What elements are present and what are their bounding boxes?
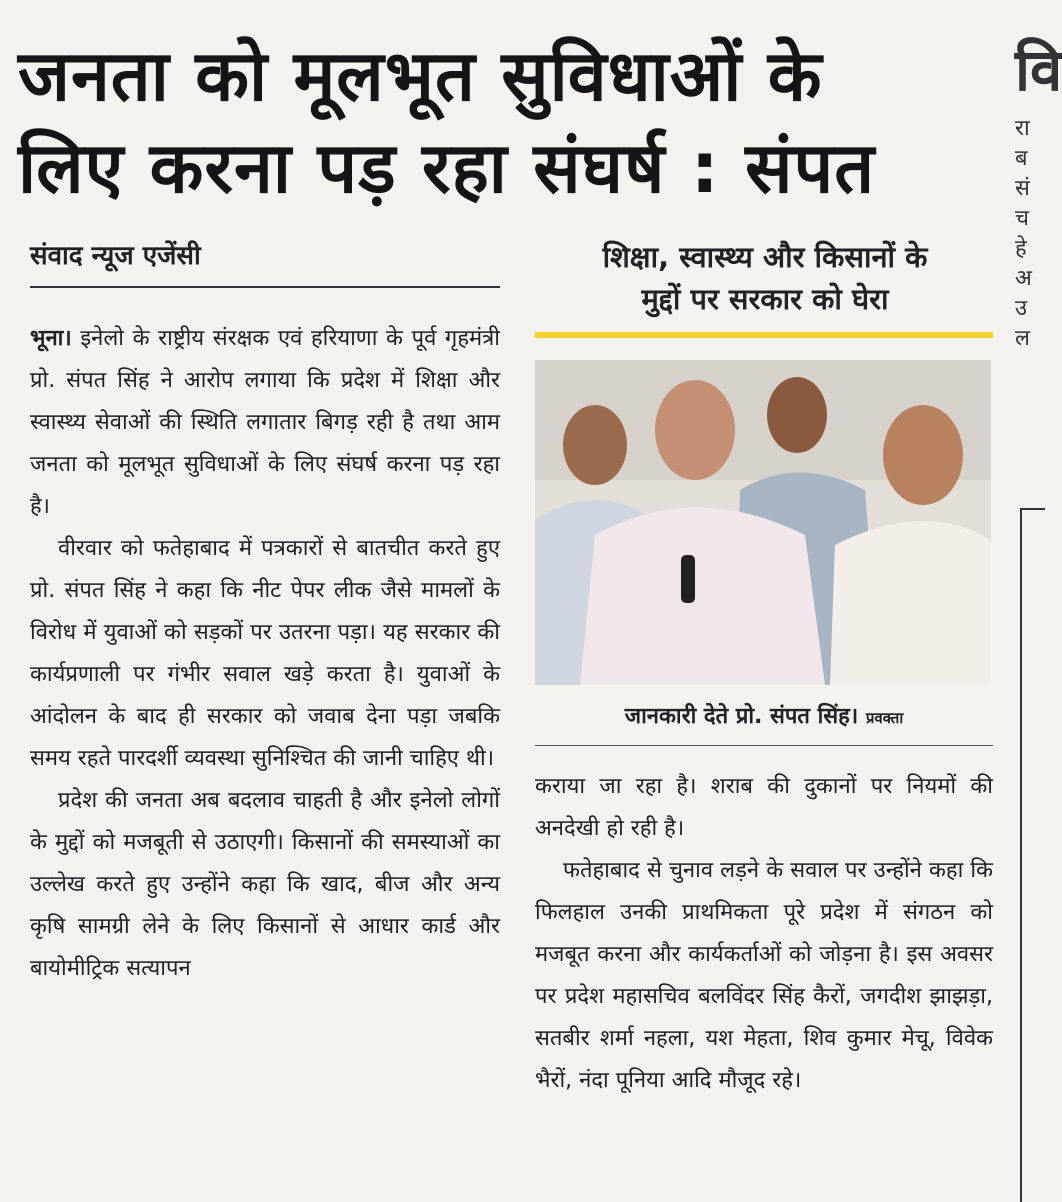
- adjacent-line-7: उ: [1015, 296, 1028, 321]
- article-column-left: [30, 318, 500, 990]
- byline: संवाद न्यूज एजेंसी: [30, 241, 201, 271]
- kicker-highlight-rule: [535, 332, 993, 338]
- kicker: [535, 236, 995, 320]
- photo-caption-text: जानकारी देते प्रो. संपत सिंह।: [624, 704, 859, 729]
- article-paragraph-1: [30, 318, 500, 528]
- adjacent-line-1: रा: [1015, 116, 1030, 141]
- adjacent-article-box: [1020, 508, 1045, 1202]
- article-paragraph-3: प्रदेश की जनता अब बदलाव चाहती है और इनेलो लोगों के मुद्दों को मजबूती से उठाएगी। किसानों की समस्याओं का उल्लेख करते हुए उन्होंने कहा कि खाद, बीज और अन्य कृषि सामग्री लेने के लिए किसानों से आधार कार्ड और बायोमीट्रिक सत्यापन: [30, 788, 500, 981]
- article-paragraph-2: वीरवार को फतेहाबाद में पत्रकारों से बातचीत करते हुए प्रो. संपत सिंह ने कहा कि नीट पेपर लीक जैसे मामलों के विरोध में युवाओं को सड़कों पर उतरना पड़ा। यह सरकार की कार्यप्रणाली पर गंभीर सवाल खड़े करता है। युवाओं के आंदोलन के बाद ही सरकार को जवाब देना पड़ा जबकि समय रहते पारदर्शी व्यवस्था सुनिश्चित की जानी चाहिए थी।: [30, 536, 500, 771]
- news-photo: [535, 360, 991, 685]
- photo-credit: प्रवक्ता: [865, 709, 904, 727]
- article-paragraph-4: कराया जा रहा है। शराब की दुकानों पर नियमों की अनदेखी हो रही है।: [535, 774, 993, 841]
- dateline: भूना।: [30, 326, 72, 351]
- adjacent-line-4: च: [1015, 206, 1029, 231]
- byline-divider: [30, 286, 500, 288]
- adjacent-line-3: सं: [1015, 176, 1030, 201]
- adjacent-line-6: अ: [1015, 266, 1032, 291]
- adjacent-line-8: ल: [1015, 326, 1030, 351]
- adjacent-headline-fragment: वि: [1015, 36, 1062, 104]
- headline-line-2: लिए करना पड़ रहा संघर्ष : संपत: [18, 127, 876, 209]
- headline: [18, 30, 1008, 214]
- adjacent-line-2: ब: [1015, 146, 1028, 171]
- article-paragraph-5: फतेहाबाद से चुनाव लड़ने के सवाल पर उन्होंने कहा कि फिलहाल उनकी प्राथमिकता पूरे प्रदेश में संगठन को मजबूत करना और कार्यकर्ताओं को जोड़ना है। इस अवसर पर प्रदेश महासचिव बलविंदर सिंह कैरों, जगदीश झाझड़ा, सतबीर शर्मा नहला, यश मेहता, शिव कुमार मेचू, विवेक भैरों, नंदा पूनिया आदि मौजूद रहे।: [535, 858, 993, 1093]
- adjacent-line-5: हे: [1015, 236, 1027, 261]
- photo-illustration: [535, 360, 991, 685]
- photo-caption: [535, 700, 993, 730]
- headline-line-1: जनता को मूलभूत सुविधाओं के: [18, 35, 823, 117]
- caption-divider: [535, 745, 993, 746]
- kicker-line-2: मुद्दों पर सरकार को घेरा: [641, 282, 889, 316]
- article-text-1: इनेलो के राष्ट्रीय संरक्षक एवं हरियाणा के पूर्व गृहमंत्री प्रो. संपत सिंह ने आरोप लगाया कि प्रदेश में शिक्षा और स्वास्थ्य सेवाओं की स्थिति लगातार बिगड़ रही है तथा आम जनता को मूलभूत सुविधाओं के लिए संघर्ष करना पड़ रहा है।: [30, 326, 500, 519]
- kicker-line-1: शिक्षा, स्वास्थ्य और किसानों के: [602, 240, 928, 274]
- article-column-right: [535, 766, 993, 1102]
